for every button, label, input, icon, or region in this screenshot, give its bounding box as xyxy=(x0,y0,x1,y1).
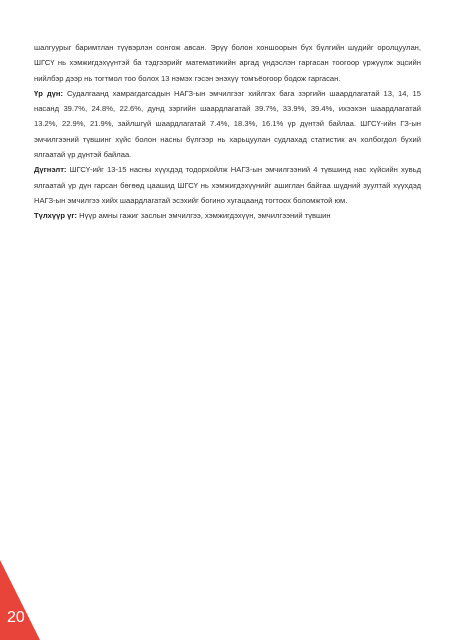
result-text: Судалгаанд хамрагдагсадын НАГЗ-ын эмчилгээг хийлгэх бага зэргийн шаардлагатай 13, 14, 15 насанд 39.7%, 24.8%, 22.6%, дунд зэргийн шаардлагатай 39.7%, 33.9%, 39.4%, ихээхэн шаардлагатай 13.2%, 22.9%, 21.9%, зайлшгүй шаардлагатай 7.4%, 18.3%, 16.1% үр дүнтэй байлаа. ШГСҮ-ийн ГЗ-ын эмчилгээний түвшинг хүйс болон насны бүлгээр нь харьцуулан судлахад статистик ач холбогдол бүхий ялгаатай үр дүнтэй байлаа. xyxy=(34,88,421,160)
intro-text: шалгуурыг баримтлан түүвэрлэн сонгож авсан. Эрүү болон хоншоорын бүх бүлгийн шүдийг оролцуулан, ШГСҮ нь хэмжигдэхүүнтэй ба тэдгээрийг математикийн аргад үндэслэн гаргасан тоогоор үржүүлж эцсийн нийлбэр дээр нь тогтмол тоо болох 13 нэмэх гэсэн энэхүү томъёогоор бодож гаргасан. xyxy=(34,43,421,83)
abstract-body xyxy=(34,40,421,224)
keywords-label: Түлхүүр үг: xyxy=(34,211,78,221)
intro-paragraph xyxy=(34,40,421,86)
conclusion-text: ШГСҮ-ийг 13-15 насны хүүхдэд тодорхойлж НАГЗ-ын эмчилгээний 4 түвшинд нас хүйсийн хувьд ялгаатай үр дүн гарсан бөгөөд цаашид ШГСҮ нь хэмжигдэхүүнийг ашиглан байгаа шүдний зуултай хүүхдэд НАГЗ-ын эмчилгээ хийх шаардлагатай эсэхийг богино хугацаанд тогтоох боломжтой юм. xyxy=(34,165,421,205)
result-paragraph xyxy=(34,86,421,162)
conclusion-label: Дүгнэлт: xyxy=(34,165,67,175)
keywords-paragraph xyxy=(34,208,421,223)
keywords-text: Нүүр амны гажиг заслын эмчилгээ, хэмжигдэхүүн, эмчилгээний түвшин xyxy=(77,211,331,221)
page-number: 20 xyxy=(7,609,25,626)
conclusion-paragraph xyxy=(34,162,421,208)
page-corner-triangle xyxy=(0,560,40,640)
result-label: Үр дүн: xyxy=(34,88,63,98)
